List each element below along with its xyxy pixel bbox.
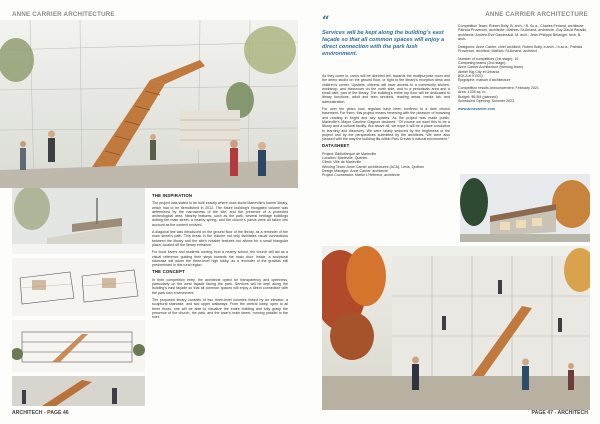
datasheet-line: Client: Ville de Marieville — [322, 160, 362, 165]
datasheet-line: Location: Marieville, Québec — [322, 156, 368, 161]
floor-plans-illustration — [12, 258, 145, 316]
inspiration-paragraph-1: The project was slated to be built exactly where once stood Marieville’s former library, which had to be demolished in 2012. The future building’s elongated volume was determined by the narrowness of the site, and the presence of a protected archeological area. Nearby features, such as the park, several heritage buildings dotting the main street, a nearby spring, and the church’s parvis were all taken into account as the context evolved. — [152, 201, 288, 227]
right-text-column — [322, 74, 450, 178]
exterior-render-autumn — [460, 174, 590, 242]
floor-plans-diagram — [12, 258, 145, 316]
pull-quote: Services will be kept along the building’s east façade so that all common spaces will enjoy a direct connection with the park lush environment. — [322, 30, 445, 57]
stats-line: Épigraphe, maison d’architecture — [458, 78, 511, 83]
exterior-winter-illustration — [12, 188, 145, 254]
library-interior-render — [0, 20, 298, 188]
datasheet-line: Project: Bibliothèque de Marieville — [322, 151, 377, 156]
concept-paragraph-2: The proposed library consists of two three-level volumes linked by an elevator, a sculptural staircase, and two upper walkways. From the central lobby, open to all three floors, one will be able to visualize the entire building and fully grasp the presence of the church, the park, and the town’s main street, running parallel to the river. — [152, 297, 288, 320]
left-text-column — [152, 192, 288, 322]
right-footer: PAGE 47 - ARCHITECH — [531, 410, 588, 416]
interior-render-night — [12, 376, 145, 406]
results-line: Scheduled Opening: Summer 2023 — [458, 98, 515, 103]
exterior-render-winter — [12, 188, 145, 254]
results-line: Area: 1335 sq. m. — [458, 90, 487, 95]
quote-mark: “ — [322, 14, 330, 29]
right-header: ANNE CARRIER ARCHITECTURE — [485, 11, 588, 18]
inspiration-paragraph-2: A diagonal line was introduced on the ground floor of the library, as a reminder of the main street’s path. This break in the volume not only facilitates visual connections between the library and the site’s notable features but allows for a small triangular plaza, located off the library entrance. — [152, 230, 288, 247]
right-paragraph-2: For over ten years now, regulars have been confined to a dark church basement. For them, this project means renewing with the pleasure of browsing and reading in bright and airy spaces. As the project was made public, Marieville’s Mayor Caroline Gagnon declared: “Of course we want this to be a library and a cultural facility. But above all, we hope it will be a place conducive to learning and discovery. We were totally seduced by the brightness of the project and by the perspectives submitted by the architects. We were also pleased with the way the building fits within Parc Crevier’s natural environment.” — [322, 107, 450, 142]
right-page — [300, 0, 600, 424]
stats-line: Atelier Big City et Urbania — [458, 69, 500, 74]
exterior-render-park — [322, 246, 590, 410]
exterior-park-illustration — [322, 246, 590, 410]
section-drawing-illustration — [12, 320, 145, 372]
results-line: Budget: $6.5M (planned) — [458, 94, 498, 99]
designers: Designers: Anne Carrier, chief architect; Robert Bolly, b.arch. / b.sc.a.; Patricia Provencel, architect; Mathieu St-Amand, architect — [458, 44, 583, 53]
section-drawing — [12, 320, 145, 372]
right-paragraph-1: As they come in, users will be directed left, towards the multipurpose room and the demo studio on the ground floor, or right to the library’s reception desk and children’s corner. Upstairs, citizens will have access to a community kitchen, workshop, and classroom on the north side, and to a periodicals area and a small café, part of the library. The building’s entire top floor will be dedicated to library functions, adult and teen sections, reading areas, media lab, and administration. — [322, 74, 450, 104]
concept-heading: THE CONCEPT — [152, 269, 185, 275]
concept-paragraph-1: In their competition entry, the architects opted for transparency and openness, particularly on the west façade facing the park. Services will be kept along the building’s east façade so that all common spaces will enjoy a direct connection with the park lush environment. — [152, 277, 288, 295]
left-header: ANNE CARRIER ARCHITECTURE — [12, 11, 115, 18]
stats-line: BGLA et EVOQ — [458, 73, 483, 78]
inspiration-paragraph-3: For book lovers and students coming from a nearby school, the church will act as a visual reference guiding their steps towards the main door. Inside, a sculptural staircase will adorn the three-level high lobby, as a reminder of the gravitas still predominant in this rural region. — [152, 250, 288, 268]
credits-column — [458, 24, 588, 111]
interior-night-illustration — [12, 376, 145, 406]
datasheet-line: Design Manager: Anne Carrier, architecte — [322, 168, 388, 173]
interior-render-illustration — [0, 20, 298, 188]
stats-line: Anne Carrier Architecture (winning team) — [458, 65, 523, 70]
competition-team: Competition Team: Robert Bolly, B. arch. / B. Sc.a., Charles Ferland, architecte; Patricia Provencel, architecte; Mathieu St-Amand, architecte; Guy-David Paradis, architecte; Andrée-Ève Gaudreault, M. arch.; Jean-Philippe Bélanger, tech. B. arch. — [458, 24, 588, 41]
datasheet-heading: DATASHEET — [322, 143, 350, 149]
inspiration-heading: THE INSPIRATION — [152, 193, 193, 198]
left-footer: ARCHITECH - PAGE 46 — [12, 410, 69, 416]
stats-line: Competing teams (2nd stage): — [458, 61, 507, 66]
website-link[interactable]: www.annecarrier.com — [458, 106, 496, 111]
results-line: Competition results announcement: February 2021 — [458, 86, 539, 91]
datasheet-line: Project Coordinator: Martin L’Hébreux, architecte — [322, 173, 400, 178]
stats-line: Number of competitors (1st stage): 19 — [458, 56, 519, 61]
datasheet-line: Winning Team: Anne Carrier architectures (ACA), Lévis, Québec — [322, 164, 425, 169]
exterior-autumn-illustration — [460, 174, 590, 242]
